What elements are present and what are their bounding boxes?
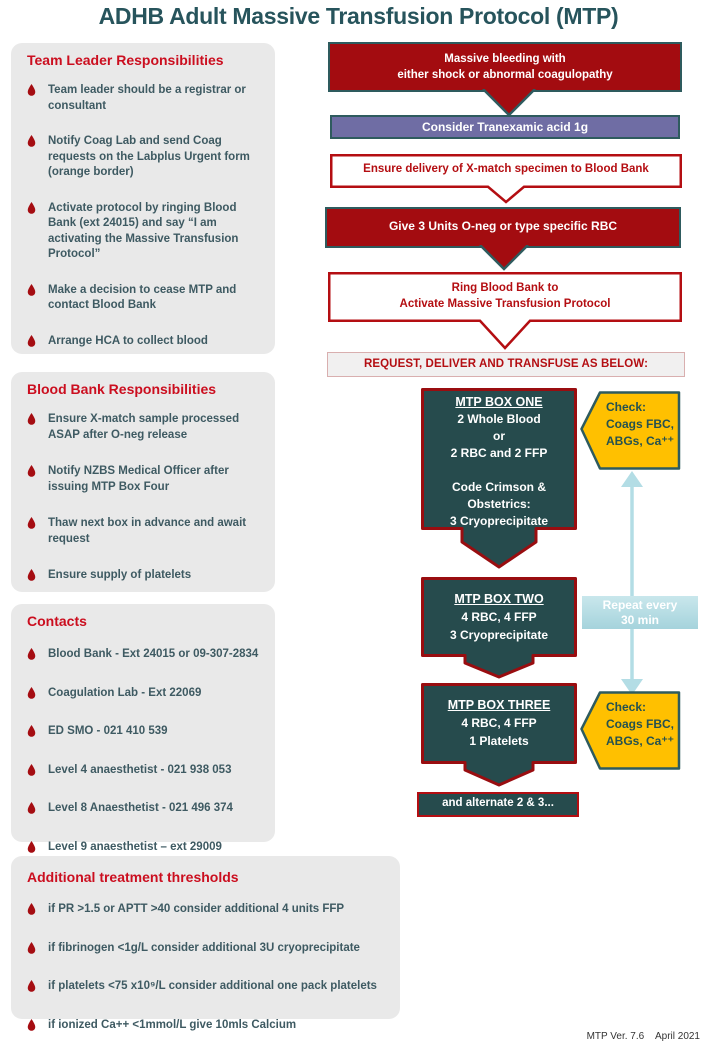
check-line: Check: <box>606 400 647 414</box>
list-item-text: if fibrinogen <1g/L consider additional 3U cryoprecipitate <box>48 941 360 954</box>
footer-date: April 2021 <box>654 1031 700 1042</box>
list-item-text: if PR >1.5 or APTT >40 consider additional 4 units FFP <box>48 903 345 915</box>
blood-drop-icon <box>27 413 36 425</box>
list-item-text: if platelets <75 x10⁹/L consider additional one pack platelets <box>48 980 377 993</box>
list-item-text: ED SMO - 021 410 539 <box>48 725 168 738</box>
list-item <box>27 979 388 995</box>
repeat-line1: Repeat every <box>602 598 678 612</box>
team-leader-panel <box>11 43 275 354</box>
repeat-line2: 30 min <box>620 613 659 627</box>
mtp-box-one-lines <box>421 411 577 530</box>
blood-bank-list <box>27 412 263 584</box>
mtp-box-three <box>421 683 577 795</box>
request-transfuse-bar: REQUEST, DELIVER AND TRANSFUSE AS BELOW: <box>327 352 685 377</box>
mtp-box-two-text <box>421 590 577 644</box>
list-item <box>27 412 263 443</box>
mtp-box-two-title: MTP BOX TWO <box>454 592 544 606</box>
check-line: ABGs, Ca⁺⁺ <box>606 434 675 448</box>
list-item-text: Ensure supply of platelets <box>48 569 192 582</box>
blood-drop-icon <box>27 841 36 853</box>
list-item-text: Team leader should be a registrar or consultant <box>48 84 246 112</box>
list-item-text: Level 8 Anaesthetist - 021 496 374 <box>48 802 233 815</box>
additional-list <box>27 902 388 1033</box>
blood-drop-icon <box>27 725 36 737</box>
blood-drop-icon <box>27 517 36 529</box>
mtp-box-two-lines <box>421 608 577 644</box>
blood-drop-icon <box>27 942 36 954</box>
check-top-lines <box>606 399 674 450</box>
blood-drop-icon <box>27 335 36 347</box>
list-item <box>27 902 388 918</box>
blood-drop-icon <box>27 903 36 915</box>
check-line: Check: <box>606 700 647 714</box>
mtp-box-two <box>421 577 577 686</box>
list-item-text: if ionized Ca++ <1mmol/L give 10mls Calcium <box>48 1018 297 1031</box>
contacts-panel <box>11 604 275 853</box>
blood-drop-icon <box>27 465 36 477</box>
team-leader-heading: Team Leader Responsibilities <box>27 52 224 68</box>
list-item-text: Coagulation Lab - Ext 22069 <box>48 686 202 699</box>
mtp-box-three-title: MTP BOX THREE <box>447 698 551 712</box>
list-item-text: Blood Bank - Ext 24015 or 09-307-2834 <box>48 648 259 660</box>
blood-drop-icon <box>27 687 36 699</box>
list-item-text: Notify Coag Lab and send Coag requests on the Labplus Urgent form (orange border) <box>48 135 250 179</box>
mtp-box-one-text <box>421 394 577 530</box>
list-item <box>27 516 263 547</box>
mtp-box-three-lines <box>421 714 577 750</box>
list-item <box>27 464 263 495</box>
blood-drop-icon <box>27 764 36 776</box>
mtp-line: 2 RBC and 2 FFP <box>450 446 548 460</box>
massive-bleeding-line1: Massive bleeding with <box>444 53 566 65</box>
check-line: Coags FBC, <box>606 717 675 731</box>
mtp-line: 4 RBC, 4 FFP <box>461 610 537 624</box>
list-item-text: Arrange HCA to collect blood <box>48 334 208 347</box>
list-item-text: Level 9 anaesthetist – ext 29009 <box>48 840 222 853</box>
list-item <box>27 83 263 114</box>
blood-drop-icon <box>27 284 36 296</box>
list-item <box>27 724 263 740</box>
list-item <box>27 568 263 584</box>
blood-drop-icon <box>27 569 36 581</box>
blood-bank-panel <box>11 372 275 592</box>
contacts-list <box>27 647 263 855</box>
callout-shape <box>330 154 682 206</box>
ring-line2: Activate Massive Transfusion Protocol <box>399 298 611 310</box>
list-item <box>27 334 263 350</box>
page-title: ADHB Adult Massive Transfusion Protocol (MTP) <box>98 3 619 29</box>
massive-bleeding-box <box>328 42 682 92</box>
list-item-text: Level 4 anaesthetist - 021 938 053 <box>48 763 232 776</box>
blood-drop-icon <box>27 980 36 992</box>
list-item-text: Ensure X-match sample processed ASAP after O-neg release <box>48 413 240 441</box>
repeat-cycle-arrow <box>618 470 646 696</box>
mtp-line <box>421 462 577 479</box>
version-footer <box>500 1031 700 1042</box>
repeat-every-box <box>582 596 698 629</box>
list-item <box>27 1018 388 1034</box>
massive-bleeding-line2: either shock or abnormal coagulopathy <box>397 69 613 81</box>
blood-drop-icon <box>27 135 36 147</box>
list-item <box>27 941 388 957</box>
list-item-text: Notify NZBS Medical Officer after issuing MTP Box Four <box>48 465 229 493</box>
ensure-delivery-callout <box>330 154 682 211</box>
list-item <box>27 763 263 779</box>
blood-drop-icon <box>27 1019 36 1031</box>
blood-bank-heading: Blood Bank Responsibilities <box>27 381 217 397</box>
list-item <box>27 201 263 263</box>
mtp-line: 1 Platelets <box>469 734 529 748</box>
footer-version: MTP Ver. 7.6 <box>586 1031 645 1042</box>
mtp-line: 3 Cryoprecipitate <box>449 628 549 642</box>
blood-drop-icon <box>27 802 36 814</box>
list-item <box>27 283 263 314</box>
mtp-box-one-title: MTP BOX ONE <box>455 395 543 409</box>
mtp-box-three-text <box>421 696 577 750</box>
ensure-delivery-text: Ensure delivery of X-match specimen to Blood Bank <box>363 163 649 175</box>
ring-blood-bank-callout <box>328 272 682 357</box>
ring-blood-bank-text <box>328 280 682 312</box>
down-arrow-connector <box>478 245 530 272</box>
list-item-text: Make a decision to cease MTP and contact Blood Bank <box>48 283 237 312</box>
alternate-box: and alternate 2 & 3... <box>417 792 579 817</box>
down-arrow-connector <box>481 89 537 118</box>
list-item <box>27 134 263 181</box>
list-item-text: Activate protocol by ringing Blood Bank (ext 24015) and say “I am activating the Massive Transfusion Protocol” <box>48 201 239 261</box>
mtp-box-one <box>421 388 577 577</box>
mtp-line: 3 Cryoprecipitate <box>449 514 549 528</box>
additional-thresholds-panel <box>11 856 400 1031</box>
mtp-line: Obstetrics: <box>467 497 531 511</box>
check-box-top <box>580 391 681 476</box>
check-line: ABGs, Ca⁺⁺ <box>606 734 675 748</box>
blood-drop-icon <box>27 648 36 660</box>
tranexamic-box: Consider Tranexamic acid 1g <box>330 115 680 139</box>
additional-heading: Additional treatment thresholds <box>27 869 239 885</box>
list-item <box>27 801 263 817</box>
team-leader-list <box>27 83 263 349</box>
mtp-line: or <box>493 429 505 443</box>
check-box-bottom <box>580 691 681 776</box>
list-item <box>27 686 263 702</box>
mtp-line: 2 Whole Blood <box>457 412 541 426</box>
mtp-line: Code Crimson & <box>451 480 546 494</box>
blood-drop-icon <box>27 202 36 214</box>
give-units-box: Give 3 Units O-neg or type specific RBC <box>325 207 681 248</box>
blood-drop-icon <box>27 84 36 96</box>
list-item <box>27 840 263 856</box>
check-line: Coags FBC, <box>606 417 675 431</box>
mtp-line: 4 RBC, 4 FFP <box>461 716 537 730</box>
contacts-heading: Contacts <box>27 613 87 629</box>
list-item <box>27 647 263 663</box>
check-bottom-lines <box>606 699 674 750</box>
list-item-text: Thaw next box in advance and await request <box>48 517 247 545</box>
ring-line1: Ring Blood Bank to <box>451 282 559 294</box>
